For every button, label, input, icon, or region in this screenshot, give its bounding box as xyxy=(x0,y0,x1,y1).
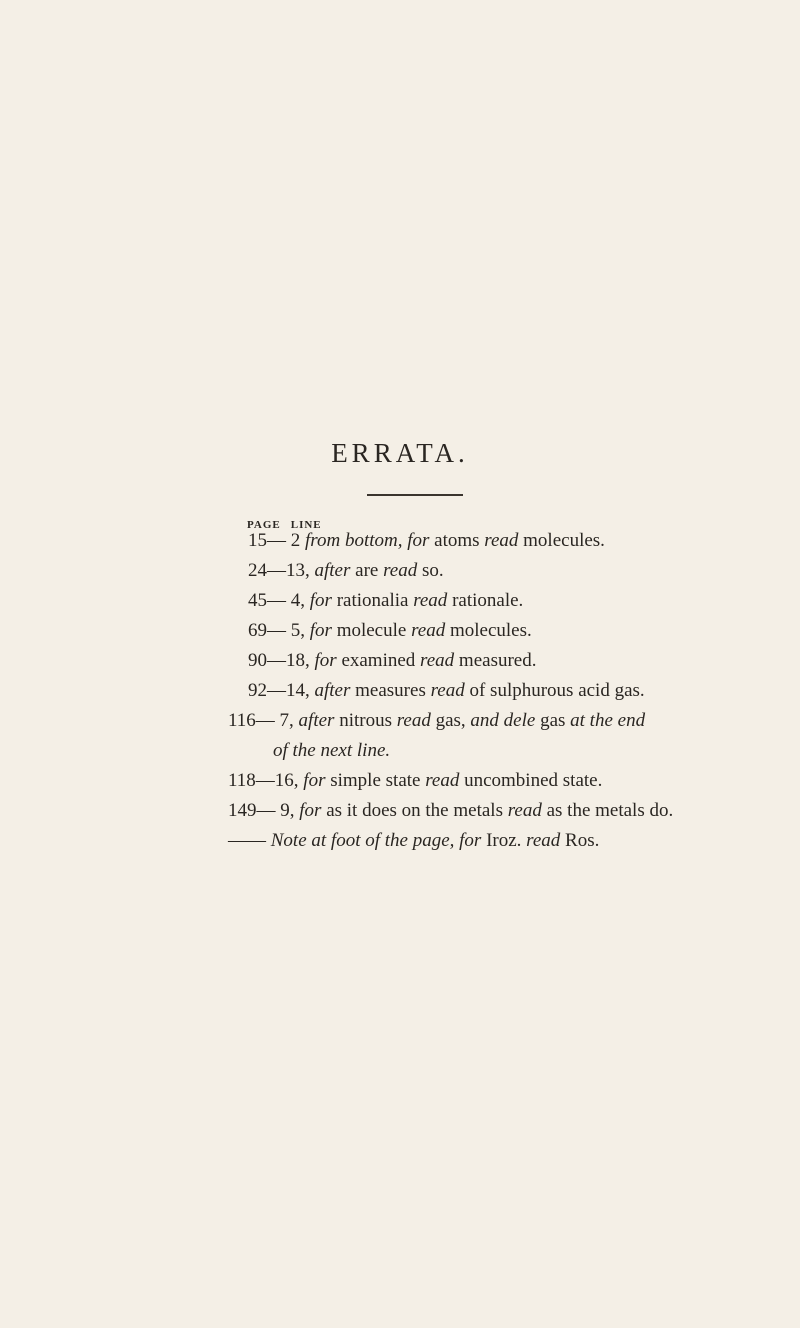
errata-text: read xyxy=(507,800,542,821)
errata-entry xyxy=(228,830,599,852)
errata-text: Note at foot of the page, for xyxy=(266,830,482,851)
errata-entry xyxy=(228,800,673,822)
errata-text: for xyxy=(305,590,332,611)
errata-entry xyxy=(248,650,536,672)
errata-text: for xyxy=(294,800,322,821)
errata-ref: —— xyxy=(228,830,266,851)
errata-text: read xyxy=(413,590,448,611)
errata-text: from bottom, for xyxy=(300,530,430,551)
errata-text: gas xyxy=(535,710,571,731)
errata-text: measured. xyxy=(454,650,537,671)
errata-ref: 45— 4, xyxy=(248,590,305,611)
errata-text: molecules. xyxy=(518,530,605,551)
errata-entry xyxy=(228,710,645,732)
errata-text: gas, xyxy=(430,710,471,731)
errata-text: atoms xyxy=(429,530,485,551)
errata-text: and dele xyxy=(470,710,536,731)
errata-text: after xyxy=(309,680,351,701)
errata-entry xyxy=(248,680,645,702)
errata-text: read xyxy=(430,680,465,701)
column-header-line: LINE xyxy=(290,519,322,531)
errata-entry xyxy=(248,590,523,612)
errata-text: so. xyxy=(417,560,444,581)
errata-text: read xyxy=(411,620,446,641)
errata-text: rationale. xyxy=(447,590,524,611)
errata-text: are xyxy=(350,560,384,581)
errata-entry-continuation: of the next line. xyxy=(273,740,391,761)
errata-text: uncombined state. xyxy=(459,770,603,791)
errata-ref: 90—18, xyxy=(248,650,310,671)
errata-text: for xyxy=(298,770,326,791)
errata-text: nitrous xyxy=(334,710,397,731)
errata-text: molecule xyxy=(331,620,412,641)
errata-text: molecules. xyxy=(445,620,532,641)
errata-entry xyxy=(248,530,605,552)
errata-ref: 69— 5, xyxy=(248,620,305,641)
errata-text: read xyxy=(484,530,519,551)
errata-ref: 92—14, xyxy=(248,680,310,701)
errata-text: examined xyxy=(336,650,421,671)
errata-ref: 118—16, xyxy=(228,770,299,791)
errata-text: at the end xyxy=(570,710,646,731)
errata-text: measures xyxy=(350,680,431,701)
errata-text: read xyxy=(383,560,418,581)
errata-text: for xyxy=(305,620,332,641)
errata-text: as the metals do. xyxy=(541,800,674,821)
errata-text: after xyxy=(293,710,335,731)
errata-ref: 149— 9, xyxy=(228,800,295,821)
errata-text: read xyxy=(396,710,431,731)
errata-text: Ros. xyxy=(560,830,600,851)
errata-text: read xyxy=(526,830,561,851)
errata-text: Iroz. xyxy=(481,830,527,851)
errata-text: read xyxy=(420,650,455,671)
errata-text: simple state xyxy=(325,770,426,791)
errata-text: for xyxy=(309,650,337,671)
errata-ref: 24—13, xyxy=(248,560,310,581)
errata-entry xyxy=(248,620,532,642)
errata-text: of sulphurous acid gas. xyxy=(464,680,645,701)
errata-entry xyxy=(228,770,602,792)
errata-text: rationalia xyxy=(331,590,414,611)
title-rule xyxy=(367,494,463,496)
errata-ref: 15— 2 xyxy=(248,530,301,551)
page-title: ERRATA. xyxy=(331,438,469,468)
errata-ref: 116— 7, xyxy=(228,710,294,731)
errata-text: after xyxy=(309,560,351,581)
column-header-page: PAGE xyxy=(247,519,281,531)
errata-text: as it does on the metals xyxy=(321,800,508,821)
errata-text: read xyxy=(425,770,460,791)
errata-entry xyxy=(248,560,444,582)
